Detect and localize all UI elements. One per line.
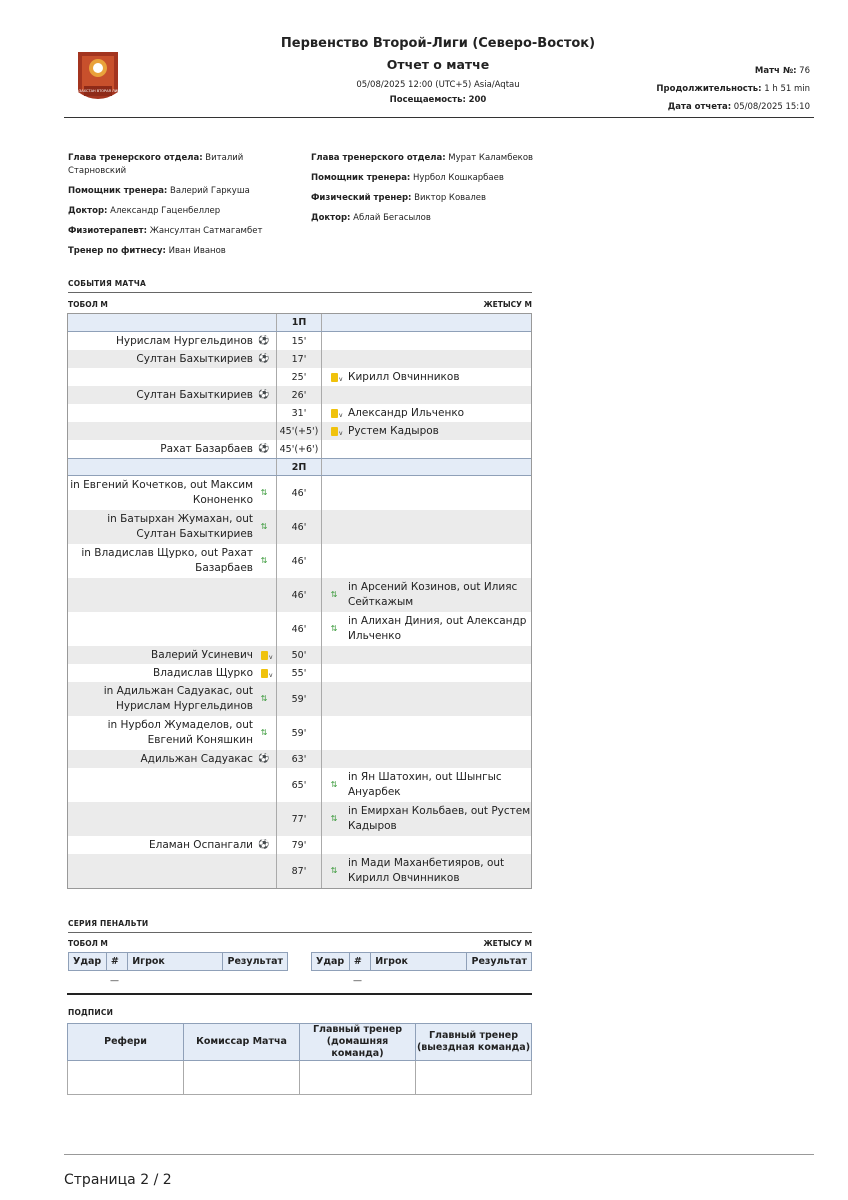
event-row [68, 404, 531, 422]
penalty-goal-icon: ⚽ [258, 444, 270, 454]
home-event-text: in Нурбол Жумаделов, out Евгений Коняшкин [107, 719, 253, 746]
event-minute: 65' [276, 768, 322, 802]
signature-cell[interactable] [68, 1061, 184, 1095]
header-divider [64, 117, 814, 118]
event-minute: 45'(+6') [276, 440, 322, 458]
staff-row: Глава тренерского отдела: Мурат Каламбеков [311, 153, 534, 163]
match-duration: Продолжительность: 1 h 51 min [656, 84, 810, 94]
staff-row: Доктор: Аблай Бегасылов [311, 213, 431, 223]
away-event-text: in Алихан Диния, out Александр Ильченко [348, 615, 527, 642]
period-row [68, 314, 531, 332]
events-table [67, 313, 532, 889]
event-minute: 45'(+5') [276, 422, 322, 440]
period-label: 1П [276, 314, 322, 331]
signature-cell[interactable] [300, 1061, 416, 1095]
event-row [68, 510, 531, 544]
section-divider [67, 993, 532, 995]
staff-row: Доктор: Александр Гаценбеллер [68, 206, 221, 216]
match-meta [656, 62, 810, 116]
event-minute: 77' [276, 802, 322, 836]
substitution-icon: ⇅ [330, 780, 338, 789]
report-header [238, 36, 638, 106]
home-event-text: in Владислав Щурко, out Рахат Базарбаев [81, 547, 253, 574]
col-header: Удар [69, 953, 107, 971]
substitution-icon: ⇅ [260, 522, 268, 531]
col-header: Результат [467, 953, 532, 971]
period-row [68, 458, 531, 476]
league-title: Первенство Второй-Лиги (Северо-Восток) [280, 36, 596, 51]
substitution-icon: ⇅ [260, 556, 268, 565]
home-event-text: Султан Бахыткириев [136, 388, 253, 401]
col-header: Результат [223, 953, 288, 971]
substitution-icon: ⇅ [260, 728, 268, 737]
penalty-section-label: СЕРИЯ ПЕНАЛЬТИ [68, 919, 149, 928]
signature-col-referee: Рефери [68, 1024, 184, 1061]
away-event-text: Кирилл Овчинников [348, 370, 460, 383]
col-header: # [106, 953, 127, 971]
signature-col-away-coach: Главный тренер (выездная команда) [416, 1024, 532, 1061]
signatures-table [67, 1023, 532, 1095]
penalty-table-home [68, 952, 288, 971]
event-minute: 15' [276, 332, 322, 350]
event-minute: 31' [276, 404, 322, 422]
event-row [68, 716, 531, 750]
yellow-card-icon [328, 371, 340, 383]
event-row [68, 682, 531, 716]
signature-cell[interactable] [184, 1061, 300, 1095]
home-event-text: in Евгений Кочетков, out Максим Кононенко [70, 479, 253, 506]
col-header: Удар [312, 953, 350, 971]
away-event-text: Рустем Кадыров [348, 424, 439, 437]
home-event-text: Адильжан Садуакас [140, 752, 253, 765]
event-row [68, 368, 531, 386]
home-event-text: Валерий Усиневич [151, 648, 253, 661]
goal-icon: ⚽ [258, 840, 270, 850]
event-row [68, 646, 531, 664]
substitution-icon: ⇅ [260, 488, 268, 497]
col-header: # [349, 953, 370, 971]
event-row [68, 332, 531, 350]
event-minute: 26' [276, 386, 322, 404]
away-event-text: Александр Ильченко [348, 406, 465, 419]
event-minute: 46' [276, 476, 322, 510]
footer-divider [64, 1154, 814, 1155]
event-row [68, 664, 531, 682]
event-row [68, 578, 531, 612]
substitution-icon: ⇅ [330, 814, 338, 823]
events-away-team: ЖЕТЫСУ М [483, 300, 532, 309]
penalty-section-line [68, 932, 532, 933]
events-section-line [68, 292, 532, 293]
home-event-text: Султан Бахыткириев [136, 352, 253, 365]
signature-col-home-coach: Главный тренер (домашняя команда) [300, 1024, 416, 1061]
event-row [68, 802, 531, 836]
match-number: Матч №: 76 [754, 66, 810, 76]
report-date: Дата отчета: 05/08/2025 15:10 [667, 102, 810, 112]
events-home-team: ТОБОЛ М [68, 300, 108, 309]
yellow-card-icon [328, 425, 340, 437]
signature-cell[interactable] [416, 1061, 532, 1095]
events-section-label: СОБЫТИЯ МАТЧА [68, 279, 146, 288]
goal-icon: ⚽ [258, 354, 270, 364]
event-row [68, 544, 531, 578]
yellow-card-icon [328, 407, 340, 419]
yellow-card-icon [258, 667, 270, 679]
penalty-home-team: ТОБОЛ М [68, 939, 108, 948]
page-number: Страница 2 / 2 [64, 1172, 172, 1188]
substitution-icon: ⇅ [330, 590, 338, 599]
goal-icon: ⚽ [258, 754, 270, 764]
league-logo [74, 48, 122, 106]
report-title: Отчет о матче [386, 57, 490, 72]
event-minute: 46' [276, 612, 322, 646]
penalty-home-empty: — [110, 976, 119, 986]
attendance: Посещаемость: 200 [389, 95, 487, 105]
away-event-text: in Мади Маханбетияров, out Кирилл Овчинников [348, 857, 505, 884]
yellow-card-icon [258, 649, 270, 661]
home-staff [68, 152, 268, 265]
event-row [68, 612, 531, 646]
event-minute: 46' [276, 510, 322, 544]
event-row [68, 750, 531, 768]
event-minute: 59' [276, 682, 322, 716]
home-event-text: Нурислам Нургельдинов [116, 334, 253, 347]
event-row [68, 836, 531, 854]
event-row [68, 386, 531, 404]
home-event-text: in Батырхан Жумахан, out Султан Бахыткириев [107, 513, 253, 540]
event-minute: 50' [276, 646, 322, 664]
signature-col-commissioner: Комиссар Матча [184, 1024, 300, 1061]
staff-row: Помощник тренера: Нурбол Кошкарбаев [311, 173, 504, 183]
event-minute: 25' [276, 368, 322, 386]
home-event-text: Рахат Базарбаев [160, 442, 253, 455]
staff-row: Глава тренерского отдела: Виталий Старновский [68, 153, 244, 176]
away-event-text: in Ян Шатохин, out Шынгыс Ануарбек [348, 771, 502, 798]
event-minute: 46' [276, 578, 322, 612]
event-minute: 63' [276, 750, 322, 768]
staff-row: Тренер по фитнесу: Иван Иванов [68, 246, 226, 256]
goal-icon: ⚽ [258, 336, 270, 346]
event-row [68, 476, 531, 510]
substitution-icon: ⇅ [330, 624, 338, 633]
substitution-icon: ⇅ [260, 694, 268, 703]
event-row [68, 350, 531, 368]
away-staff [311, 152, 541, 232]
period-label: 2П [276, 459, 322, 475]
match-datetime: 05/08/2025 12:00 (UTC+5) Asia/Aqtau [356, 80, 520, 90]
staff-row: Помощник тренера: Валерий Гаркуша [68, 186, 250, 196]
event-row [68, 854, 531, 888]
col-header: Игрок [128, 953, 223, 971]
home-event-text: Еламан Оспангали [148, 838, 253, 851]
event-minute: 79' [276, 836, 322, 854]
logo-text: КАЗАХСТАН ВТОРАЯ ЛИГА [74, 89, 122, 93]
substitution-icon: ⇅ [330, 866, 338, 875]
home-event-text: in Адильжан Садуакас, out Нурислам Нургельдинов [103, 685, 253, 712]
penalty-table-away [311, 952, 532, 971]
col-header: Игрок [371, 953, 467, 971]
event-minute: 17' [276, 350, 322, 368]
event-row [68, 422, 531, 440]
signatures-section-label: ПОДПИСИ [68, 1008, 114, 1017]
staff-row: Физиотерапевт: Жансултан Сатмагамбет [68, 226, 263, 236]
event-minute: 59' [276, 716, 322, 750]
penalty-away-team: ЖЕТЫСУ М [483, 939, 532, 948]
event-minute: 55' [276, 664, 322, 682]
penalty-goal-icon: ⚽ [258, 390, 270, 400]
event-row [68, 768, 531, 802]
penalty-away-empty: — [353, 976, 362, 986]
away-event-text: in Арсений Козинов, out Илияс Сейткажым [348, 581, 518, 608]
event-minute: 87' [276, 854, 322, 888]
staff-row: Физический тренер: Виктор Ковалев [311, 193, 487, 203]
event-row [68, 440, 531, 458]
event-minute: 46' [276, 544, 322, 578]
away-event-text: in Емирхан Кольбаев, out Рустем Кадыров [348, 805, 531, 832]
home-event-text: Владислав Щурко [152, 666, 253, 679]
